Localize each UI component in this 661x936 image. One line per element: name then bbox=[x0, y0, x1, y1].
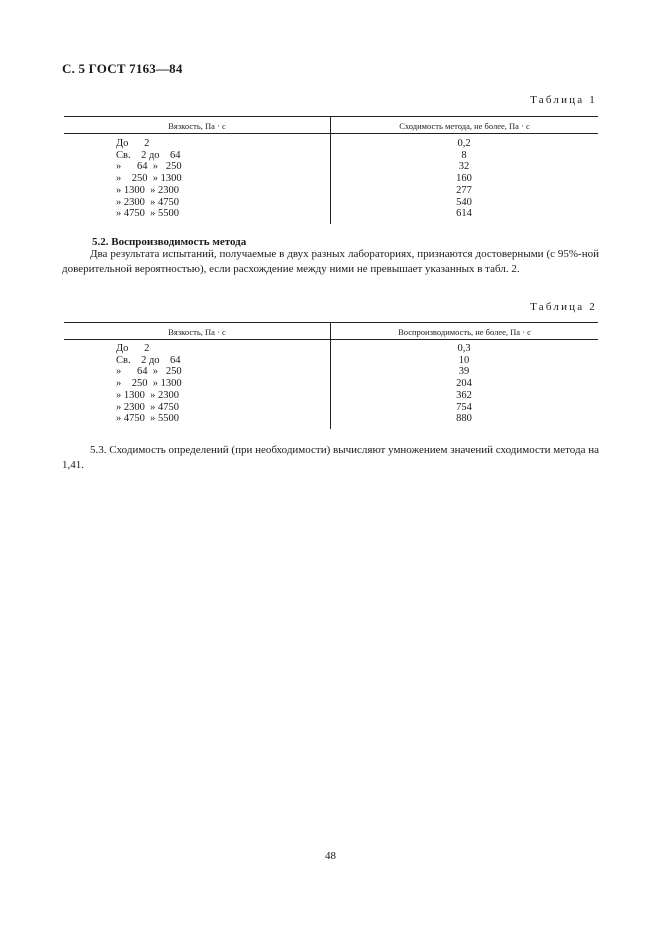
table1-top-rule bbox=[64, 116, 598, 117]
table-row-range: » 1300 » 2300 bbox=[116, 184, 179, 196]
section-5-2-text: Два результата испытаний, получаемые в двух разных лабораториях, признаются достоверными (с 95%-ной доверительной вероятностью), если расхождение между ними не превышает указанных в табл. 2. bbox=[62, 248, 599, 275]
section-5-3-text: 5.3. Сходимость определений (при необходимости) вычисляют умножением значений сходимости метода на 1,41. bbox=[62, 444, 599, 471]
section-5-2-title: 5.2. Воспроизводимость метода bbox=[92, 236, 247, 248]
table-row-range: До 2 bbox=[116, 138, 150, 149]
table2-caption: Таблица 2 bbox=[530, 301, 597, 313]
table-row-value: 754 bbox=[456, 401, 472, 413]
table-row-value: 0,2 bbox=[457, 138, 471, 149]
table-row-range: » 64 » 250 bbox=[116, 161, 182, 173]
table1-header-rule bbox=[64, 133, 598, 134]
table-row-range: » 64 » 250 bbox=[116, 366, 182, 378]
table-row-value: 204 bbox=[456, 378, 472, 390]
page-header: С. 5 ГОСТ 7163—84 bbox=[62, 61, 183, 76]
table-row-value: 614 bbox=[456, 208, 472, 220]
table1-col1-header: Вязкость, Па · с bbox=[168, 121, 226, 131]
table-row-range: Св. 2 до 64 bbox=[116, 149, 181, 161]
table-row-value: 0,3 bbox=[457, 343, 471, 354]
table-row-range: » 2300 » 4750 bbox=[116, 401, 179, 413]
table2-header-rule bbox=[64, 339, 598, 340]
table-row-range: » 2300 » 4750 bbox=[116, 196, 179, 208]
table-row-value: 160 bbox=[456, 173, 472, 185]
table-row-range: » 4750 » 5500 bbox=[116, 208, 179, 220]
table-row-value: 39 bbox=[458, 366, 470, 378]
table-row-range: До 2 bbox=[116, 343, 150, 354]
table2-col2-header: Воспроизводимость, не более, Па · с bbox=[398, 327, 531, 337]
table-row-value: 540 bbox=[456, 196, 472, 208]
table-row-value: 880 bbox=[456, 413, 472, 425]
table1-col2-header: Сходимость метода, не более, Па · с bbox=[399, 121, 530, 131]
page-number: 48 bbox=[325, 850, 336, 862]
table-row-value: 32 bbox=[458, 161, 470, 173]
table-row-range: » 1300 » 2300 bbox=[116, 389, 179, 401]
table2-col1-header: Вязкость, Па · с bbox=[168, 327, 226, 337]
table2-top-rule bbox=[64, 322, 598, 323]
table-row-value: 10 bbox=[458, 354, 470, 366]
table-row-value: 8 bbox=[461, 149, 467, 161]
table-row-range: » 250 » 1300 bbox=[116, 173, 182, 185]
table-row-value: 362 bbox=[456, 389, 472, 401]
table-row-range: » 250 » 1300 bbox=[116, 378, 182, 390]
table1-caption: Таблица 1 bbox=[530, 94, 597, 106]
table-row-range: » 4750 » 5500 bbox=[116, 413, 179, 425]
table-row-range: Св. 2 до 64 bbox=[116, 354, 181, 366]
table-row-value: 277 bbox=[456, 184, 472, 196]
